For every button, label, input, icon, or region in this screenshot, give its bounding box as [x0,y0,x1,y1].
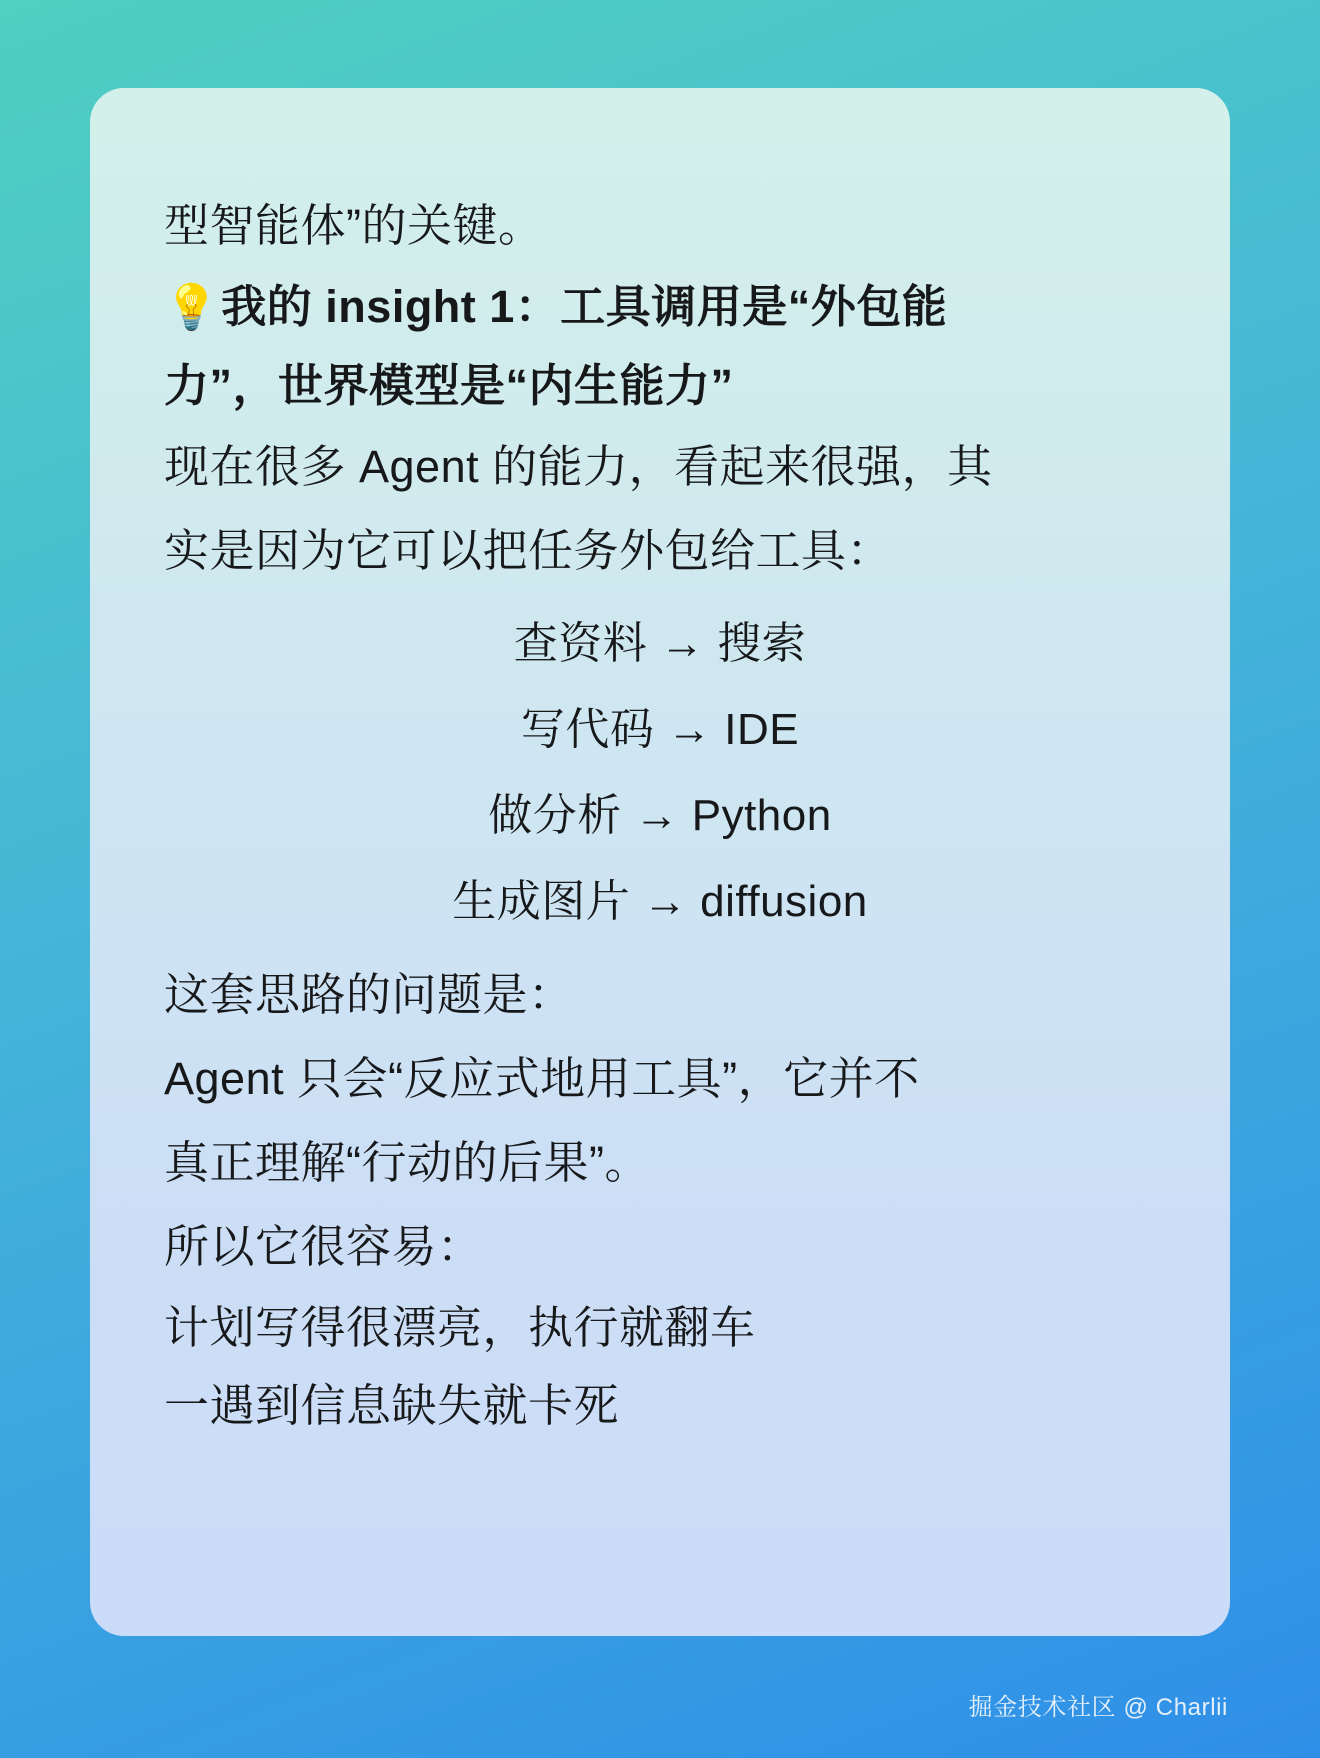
insight-heading-text-1: 我的 insight 1：工具调用是“外包能 [221,281,948,332]
spacer [164,593,1156,601]
lightbulb-icon: 💡 [164,283,220,332]
mapping-item: 做分析 → Python [488,791,832,840]
mapping-item: 查资料 → 搜索 [513,619,807,668]
paragraph-line: 真正理解“行动的后果”。 [164,1137,650,1188]
paragraph-line: 实是因为它可以把任务外包给工具： [164,525,893,576]
mapping-item: 生成图片 → diffusion [452,877,868,926]
paragraph-line: 现在很多 Agent 的能力，看起来很强，其 [164,441,993,492]
paragraph-line: 一遇到信息缺失就卡死 [164,1380,620,1431]
spacer [164,945,1156,953]
watermark: 掘金技术社区 @ Charlii [968,1694,1228,1721]
mapping-item: 写代码 → IDE [520,705,800,754]
insight-heading-line-2: 力”，世界模型是“内生能力” [164,360,734,411]
paragraph-line: 型智能体”的关键。 [164,200,544,251]
paragraph-line: Agent 只会“反应式地用工具”，它并不 [164,1053,920,1104]
paragraph-line: 这套思路的问题是： [164,969,574,1020]
paragraph-line: 计划写得很漂亮，执行就翻车 [164,1302,756,1353]
paragraph-line: 所以它很容易： [164,1221,483,1272]
insight-heading-line-1 [164,268,1156,347]
content-card [90,88,1230,1636]
